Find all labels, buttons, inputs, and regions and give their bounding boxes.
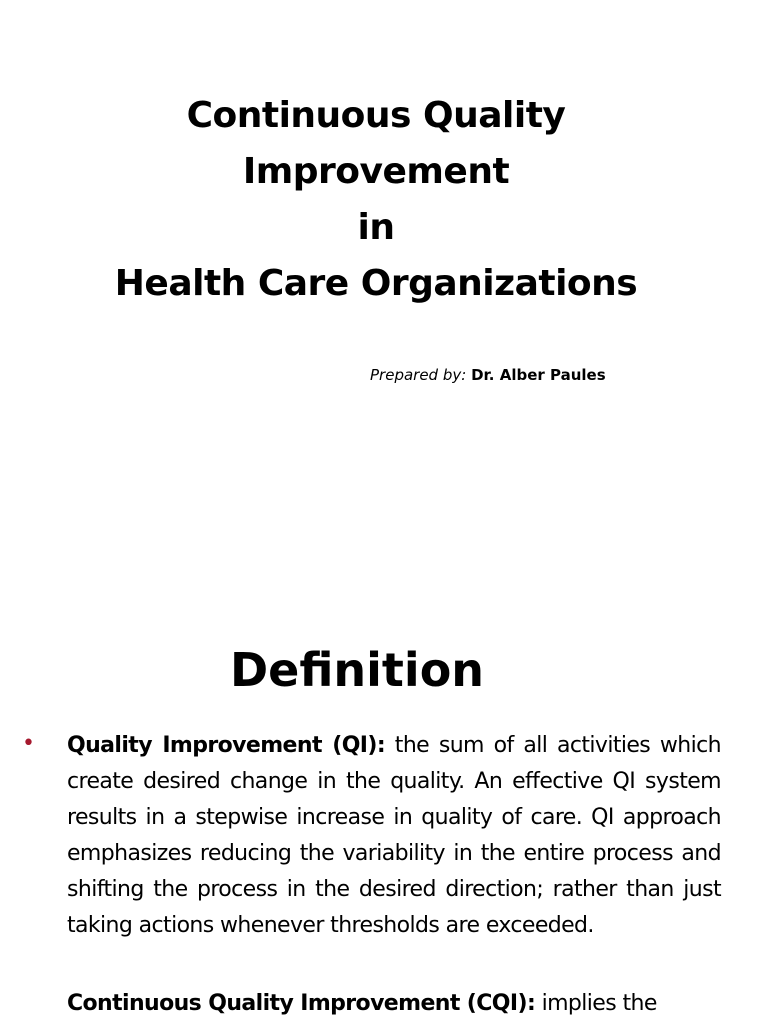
term-cqi: Continuous Quality Improvement (CQI):	[67, 991, 536, 1016]
definition-slide	[0, 576, 768, 1024]
term-qi: Quality Improvement (QI):	[67, 733, 386, 758]
author-name: Dr. Alber Paules	[471, 366, 606, 384]
bullet-icon: •	[22, 731, 35, 756]
title-line-3: in	[357, 207, 395, 248]
definition-paragraph-qi	[67, 728, 721, 944]
definition-text-qi: the sum of all activities which create desired change in the quality. An effective QI system results in a stepwise increase in quality of care. QI approach emphasizes reducing the variability in the entire process and shifting the process in the desired direction; rather than just taking actions whenever thresholds are exceeded.	[67, 733, 721, 938]
title-line-1: Continuous Quality	[186, 95, 566, 136]
prepared-by	[370, 366, 606, 384]
title-line-4: Health Care Organizations	[114, 263, 638, 304]
title-line-2: Improvement	[242, 151, 510, 192]
definition-heading: Definition	[229, 643, 485, 697]
definition-text-cqi: implies the	[541, 991, 657, 1016]
prepared-by-label: Prepared by:	[370, 366, 467, 384]
definition-paragraph-cqi	[67, 986, 721, 1022]
slide-title	[0, 88, 752, 312]
